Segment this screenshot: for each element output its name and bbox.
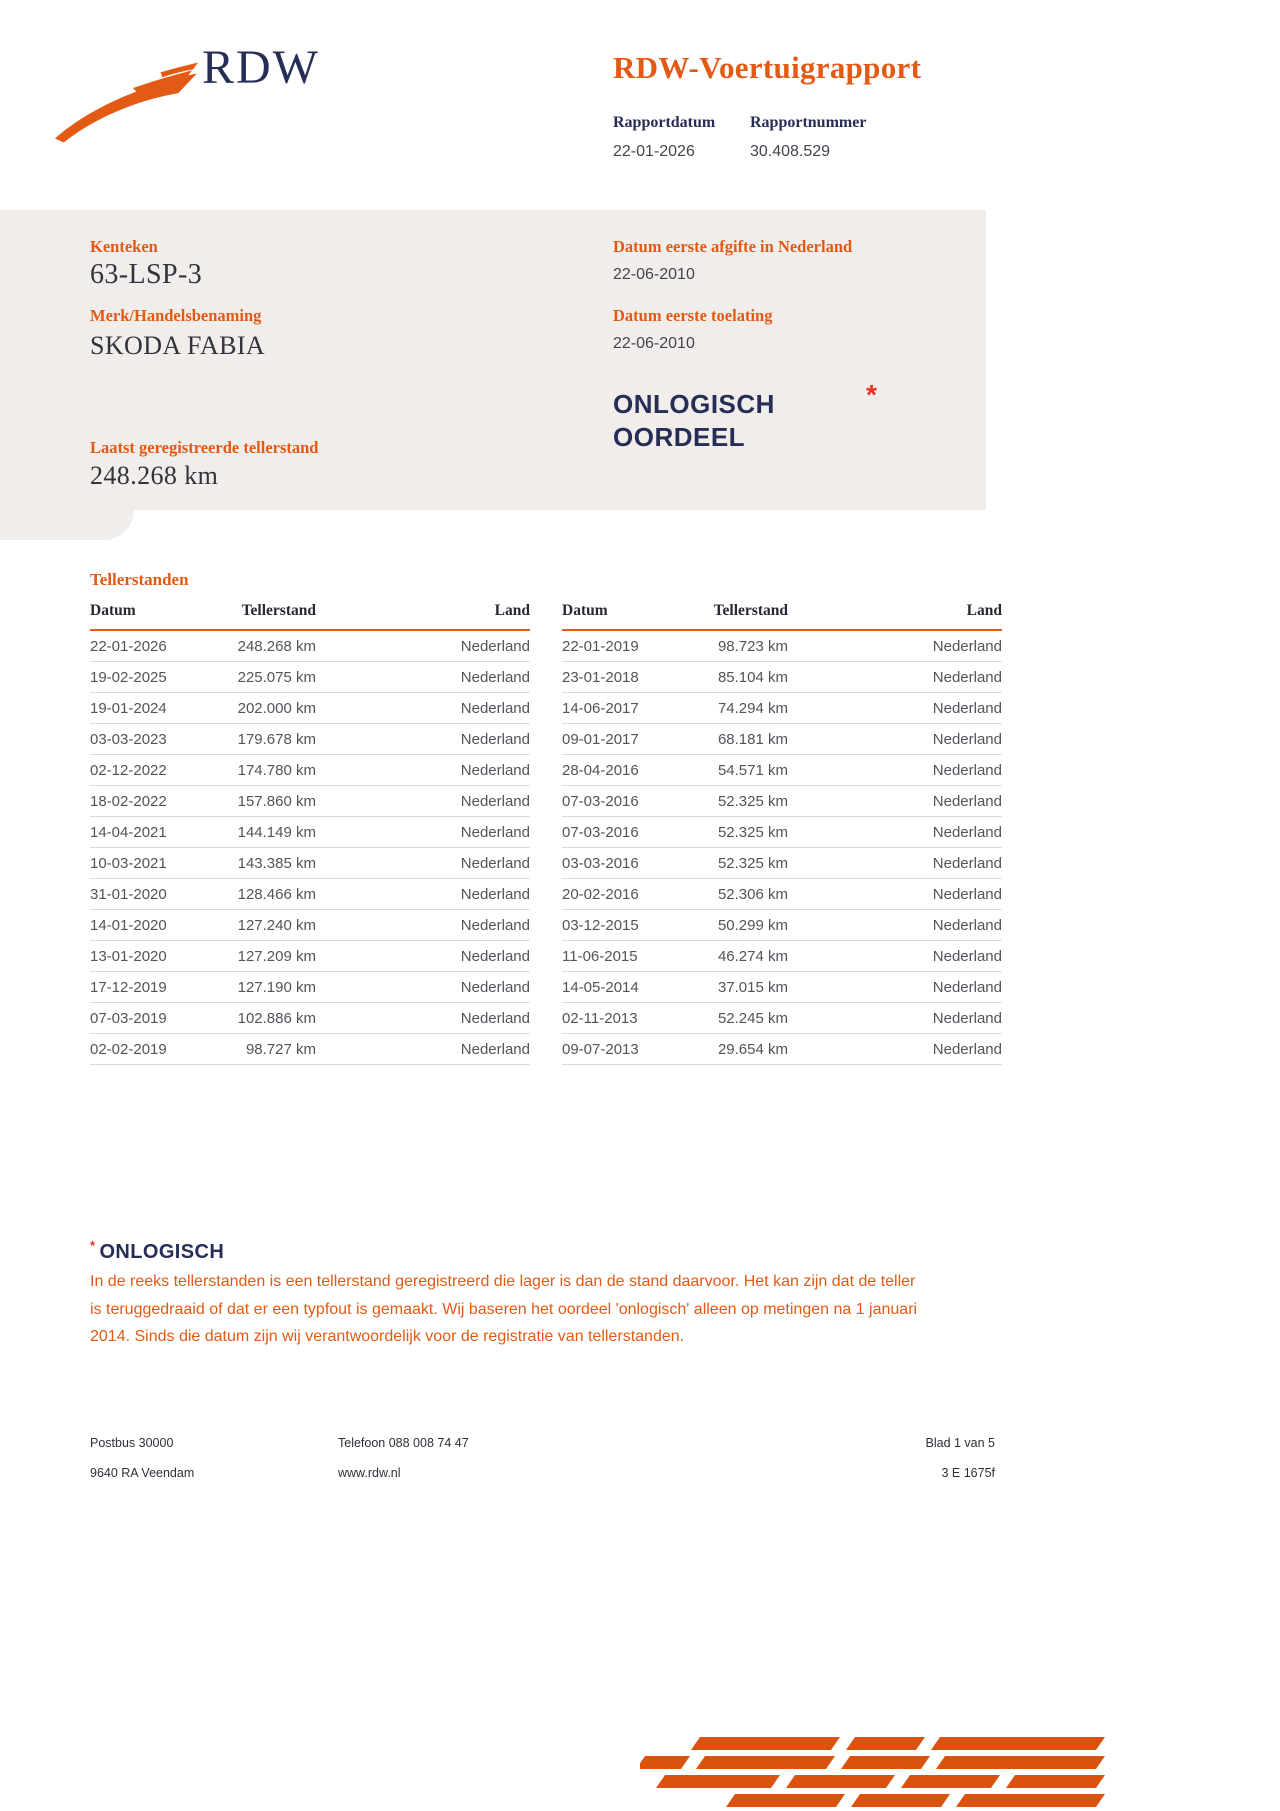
odometer-cell: 179.678 km (228, 724, 316, 755)
odometer-row (90, 755, 530, 786)
tellerstanden-heading: Tellerstanden (90, 570, 189, 589)
onlogisch-note-heading (90, 1238, 224, 1264)
date-cell: 13-01-2020 (90, 941, 228, 972)
date-cell: 22-01-2026 (90, 630, 228, 662)
country-cell: Nederland (316, 972, 530, 1003)
odometer-row (562, 972, 1002, 1003)
eerste-afgifte-value: 22-06-2010 (613, 266, 695, 283)
odometer-row (562, 879, 1002, 910)
onlogisch-note-text: In de reeks tellerstanden is een tellerstand geregistreerd die lager is dan de stand daarvoor. Het kan zijn dat de teller is teruggedraaid of dat er een typfout is gemaakt. Wij baseren het oordeel 'onlogisch' alleen op metingen na 1 januari 2014. Sinds die datum zijn wij verantwoordelijk voor de registratie van tellerstanden. (90, 1273, 918, 1345)
odometer-cell: 225.075 km (228, 662, 316, 693)
country-cell: Nederland (788, 879, 1002, 910)
country-cell: Nederland (316, 848, 530, 879)
odometer-cell: 74.294 km (700, 693, 788, 724)
date-cell: 03-03-2023 (90, 724, 228, 755)
footer-website-link[interactable]: www.rdw.nl (338, 1466, 401, 1480)
country-cell: Nederland (788, 848, 1002, 879)
odometer-row (90, 662, 530, 693)
odometer-cell: 52.325 km (700, 817, 788, 848)
column-header-land: Land (316, 598, 530, 630)
date-cell: 14-06-2017 (562, 693, 700, 724)
country-cell: Nederland (788, 693, 1002, 724)
date-cell: 28-04-2016 (562, 755, 700, 786)
odometer-cell: 144.149 km (228, 817, 316, 848)
odometer-cell: 29.654 km (700, 1034, 788, 1065)
country-cell: Nederland (316, 1034, 530, 1065)
country-cell: Nederland (788, 662, 1002, 693)
date-cell: 10-03-2021 (90, 848, 228, 879)
odometer-row (90, 1034, 530, 1065)
kenteken-value: 63-LSP-3 (90, 259, 203, 290)
date-cell: 07-03-2016 (562, 817, 700, 848)
note-heading-text: ONLOGISCH (99, 1241, 225, 1263)
odometer-row (90, 630, 530, 662)
odometer-row (562, 848, 1002, 879)
report-number-group (750, 114, 866, 161)
footer-address-line1: Postbus 30000 (90, 1436, 174, 1450)
odometer-cell: 52.306 km (700, 879, 788, 910)
column-header-datum: Datum (562, 598, 700, 630)
odometer-cell: 52.245 km (700, 1003, 788, 1034)
odometer-cell: 37.015 km (700, 972, 788, 1003)
date-cell: 31-01-2020 (90, 879, 228, 910)
judgement-label (613, 379, 878, 454)
merk-label: Merk/Handelsbenaming (90, 306, 262, 325)
odometer-row (562, 755, 1002, 786)
eerste-toelating-value: 22-06-2010 (613, 335, 695, 352)
odometer-table-right (562, 598, 1002, 1065)
date-cell: 02-02-2019 (90, 1034, 228, 1065)
country-cell: Nederland (316, 817, 530, 848)
odometer-row (90, 786, 530, 817)
country-cell: Nederland (316, 724, 530, 755)
eerste-toelating-label: Datum eerste toelating (613, 306, 773, 325)
country-cell: Nederland (788, 786, 1002, 817)
footer-phone: Telefoon 088 008 74 47 (338, 1436, 469, 1450)
odometer-tables (90, 598, 1002, 1065)
date-cell: 14-01-2020 (90, 910, 228, 941)
column-header-land: Land (788, 598, 1002, 630)
date-cell: 09-07-2013 (562, 1034, 700, 1065)
country-cell: Nederland (788, 817, 1002, 848)
date-cell: 02-11-2013 (562, 1003, 700, 1034)
report-number-value: 30.408.529 (750, 143, 831, 160)
date-cell: 07-03-2019 (90, 1003, 228, 1034)
country-cell: Nederland (316, 1003, 530, 1034)
odometer-row (562, 662, 1002, 693)
report-date-label: Rapportdatum (613, 114, 716, 131)
odometer-cell: 174.780 km (228, 755, 316, 786)
judgement-line2: OORDEEL (613, 422, 746, 452)
date-cell: 03-12-2015 (562, 910, 700, 941)
footer-page-number: Blad 1 van 5 (925, 1436, 995, 1450)
date-cell: 18-02-2022 (90, 786, 228, 817)
laatste-tellerstand-value: 248.268 km (90, 461, 219, 490)
country-cell: Nederland (788, 630, 1002, 662)
odometer-cell: 98.727 km (228, 1034, 316, 1065)
odometer-row (562, 910, 1002, 941)
date-cell: 14-05-2014 (562, 972, 700, 1003)
vehicle-summary-panel (0, 210, 986, 510)
kenteken-label: Kenteken (90, 237, 158, 256)
report-title: RDW-Voertuigrapport (613, 50, 922, 85)
country-cell: Nederland (788, 1003, 1002, 1034)
odometer-cell: 50.299 km (700, 910, 788, 941)
odometer-cell: 68.181 km (700, 724, 788, 755)
odometer-row (562, 1034, 1002, 1065)
odometer-cell: 54.571 km (700, 755, 788, 786)
country-cell: Nederland (316, 630, 530, 662)
odometer-cell: 248.268 km (228, 630, 316, 662)
odometer-row (562, 693, 1002, 724)
country-cell: Nederland (788, 1034, 1002, 1065)
country-cell: Nederland (316, 910, 530, 941)
country-cell: Nederland (316, 879, 530, 910)
odometer-cell: 98.723 km (700, 630, 788, 662)
report-number-label: Rapportnummer (750, 114, 867, 131)
laatste-tellerstand-label: Laatst geregistreerde tellerstand (90, 438, 319, 457)
footer-doc-code: 3 E 1675f (941, 1466, 995, 1480)
odometer-cell: 52.325 km (700, 786, 788, 817)
date-cell: 11-06-2015 (562, 941, 700, 972)
odometer-row (90, 724, 530, 755)
date-cell: 23-01-2018 (562, 662, 700, 693)
odometer-row (90, 972, 530, 1003)
judgement-asterisk: * (866, 379, 878, 410)
rdw-logo-wordmark: RDW (202, 41, 320, 94)
odometer-row (562, 786, 1002, 817)
date-cell: 09-01-2017 (562, 724, 700, 755)
column-header-tellerstand: Tellerstand (228, 598, 316, 630)
country-cell: Nederland (316, 786, 530, 817)
odometer-cell: 102.886 km (228, 1003, 316, 1034)
rdw-logo-icon (50, 56, 198, 146)
country-cell: Nederland (788, 910, 1002, 941)
odometer-row (90, 817, 530, 848)
footer-address-line2: 9640 RA Veendam (90, 1466, 195, 1480)
odometer-cell: 157.860 km (228, 786, 316, 817)
note-asterisk: * (90, 1238, 96, 1253)
date-cell: 02-12-2022 (90, 755, 228, 786)
date-cell: 22-01-2019 (562, 630, 700, 662)
odometer-row (90, 941, 530, 972)
country-cell: Nederland (788, 755, 1002, 786)
odometer-table-left (90, 598, 530, 1065)
odometer-row (562, 724, 1002, 755)
odometer-row (90, 693, 530, 724)
country-cell: Nederland (316, 941, 530, 972)
odometer-cell: 128.466 km (228, 879, 316, 910)
odometer-cell: 127.190 km (228, 972, 316, 1003)
odometer-row (90, 879, 530, 910)
date-cell: 17-12-2019 (90, 972, 228, 1003)
odometer-row (90, 910, 530, 941)
odometer-row (562, 630, 1002, 662)
odometer-row (90, 1003, 530, 1034)
odometer-cell: 52.325 km (700, 848, 788, 879)
report-date-value: 22-01-2026 (613, 143, 695, 160)
country-cell: Nederland (788, 724, 1002, 755)
column-header-tellerstand: Tellerstand (700, 598, 788, 630)
column-header-datum: Datum (90, 598, 228, 630)
odometer-row (562, 1003, 1002, 1034)
odometer-row (562, 941, 1002, 972)
date-cell: 20-02-2016 (562, 879, 700, 910)
date-cell: 07-03-2016 (562, 786, 700, 817)
table-header-row (562, 598, 1002, 630)
odometer-cell: 202.000 km (228, 693, 316, 724)
country-cell: Nederland (788, 941, 1002, 972)
odometer-cell: 85.104 km (700, 662, 788, 693)
date-cell: 19-01-2024 (90, 693, 228, 724)
country-cell: Nederland (316, 755, 530, 786)
country-cell: Nederland (316, 662, 530, 693)
date-cell: 19-02-2025 (90, 662, 228, 693)
odometer-row (562, 817, 1002, 848)
odometer-cell: 46.274 km (700, 941, 788, 972)
merk-value: SKODA FABIA (90, 331, 266, 360)
odometer-cell: 143.385 km (228, 848, 316, 879)
judgement-line1: ONLOGISCH (613, 389, 775, 419)
odometer-row (90, 848, 530, 879)
country-cell: Nederland (788, 972, 1002, 1003)
date-cell: 14-04-2021 (90, 817, 228, 848)
table-header-row (90, 598, 530, 630)
decorative-stripes-graphic (640, 1737, 1110, 1811)
odometer-cell: 127.240 km (228, 910, 316, 941)
odometer-cell: 127.209 km (228, 941, 316, 972)
country-cell: Nederland (316, 693, 530, 724)
eerste-afgifte-label: Datum eerste afgifte in Nederland (613, 237, 853, 256)
date-cell: 03-03-2016 (562, 848, 700, 879)
report-date-group (613, 114, 715, 161)
